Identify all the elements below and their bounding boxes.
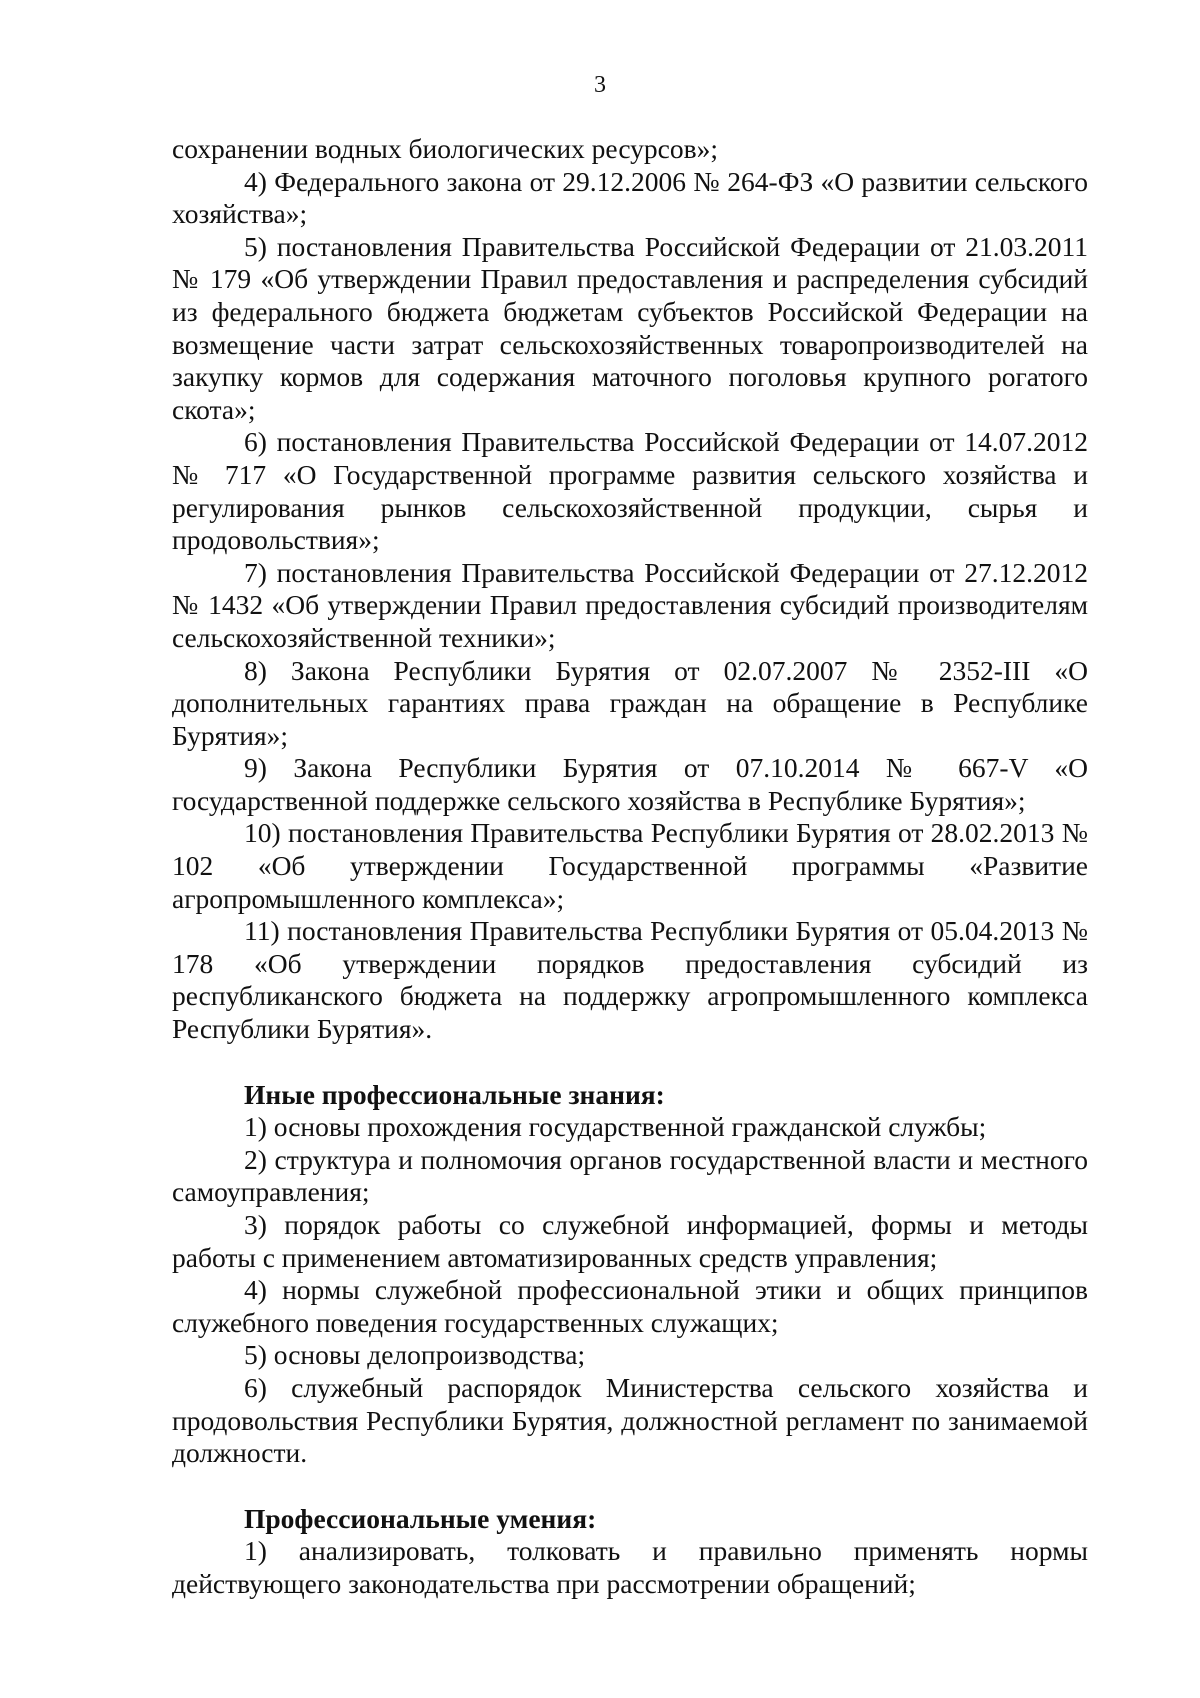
list-item: 4) Федерального закона от 29.12.2006 № 264-ФЗ «О развитии сельского хозяйства»;: [172, 165, 1088, 230]
paragraph: сохранении водных биологических ресурсов»;: [172, 133, 718, 164]
page-number: 3: [594, 72, 606, 98]
list-item: 11) постановления Правительства Республики Бурятия от 05.04.2013 № 178 «Об утверждении порядков предоставления субсидий из республиканского бюджета на поддержку агропромышленного комплекса Республики Бурятия».: [172, 915, 1088, 1045]
list-item: 3) порядок работы со служебной информацией, формы и методы работы с применением автоматизированных средств управления;: [172, 1209, 1088, 1273]
list-item: 7) постановления Правительства Российской Федерации от 27.12.2012 № 1432 «Об утверждении Правил предоставления субсидий производителям сельскохозяйственной техники»;: [172, 556, 1088, 653]
list-item: 5) постановления Правительства Российской Федерации от 21.03.2011 № 179 «Об утверждении Правил предоставления и распределения субсидий из федерального бюджета бюджетам субъектов Российской Федерации на возмещение части затрат сельскохозяйственных товаропроизводителей на закупку кормов для содержания маточного поголовья крупного рогатого скота»;: [172, 230, 1088, 425]
section-heading-other-knowledge: Иные профессиональные знания:: [244, 1078, 665, 1110]
list-item: 9) Закона Республики Бурятия от 07.10.2014 № 667-V «О государственной поддержке сельского хозяйства в Республике Бурятия»;: [172, 752, 1088, 816]
list-item: 4) нормы служебной профессиональной этики и общих принципов служебного поведения государственных служащих;: [172, 1274, 1088, 1338]
list-item: 2) структура и полномочия органов государственной власти и местного самоуправления;: [172, 1143, 1088, 1208]
section-spacer: [172, 1046, 1088, 1079]
section-heading-skills: Профессиональные умения:: [244, 1502, 597, 1534]
list-item: 10) постановления Правительства Республики Бурятия от 28.02.2013 № 102 «Об утверждении Государственной программы «Развитие агропромышленного комплекса»;: [172, 817, 1088, 914]
list-item: 1) анализировать, толковать и правильно применять нормы действующего законодательства при рассмотрении обращений;: [172, 1535, 1088, 1599]
list-item: 1) основы прохождения государственной гражданской службы;: [244, 1111, 987, 1143]
list-item: 6) постановления Правительства Российской Федерации от 14.07.2012 № 717 «О Государственной программе развития сельского хозяйства и регулирования рынков сельскохозяйственной продукции, сырья и продовольствия»;: [172, 426, 1088, 556]
list-item: 6) служебный распорядок Министерства сельского хозяйства и продовольствия Республики Бурятия, должностной регламент по занимаемой должности.: [172, 1371, 1088, 1469]
document-body: [172, 133, 1088, 1601]
section-spacer: [172, 1470, 1088, 1503]
list-item: 8) Закона Республики Бурятия от 02.07.2007 № 2352-III «О дополнительных гарантиях права граждан на обращение в Республике Бурятия»;: [172, 654, 1088, 751]
list-item: 5) основы делопроизводства;: [244, 1339, 586, 1371]
